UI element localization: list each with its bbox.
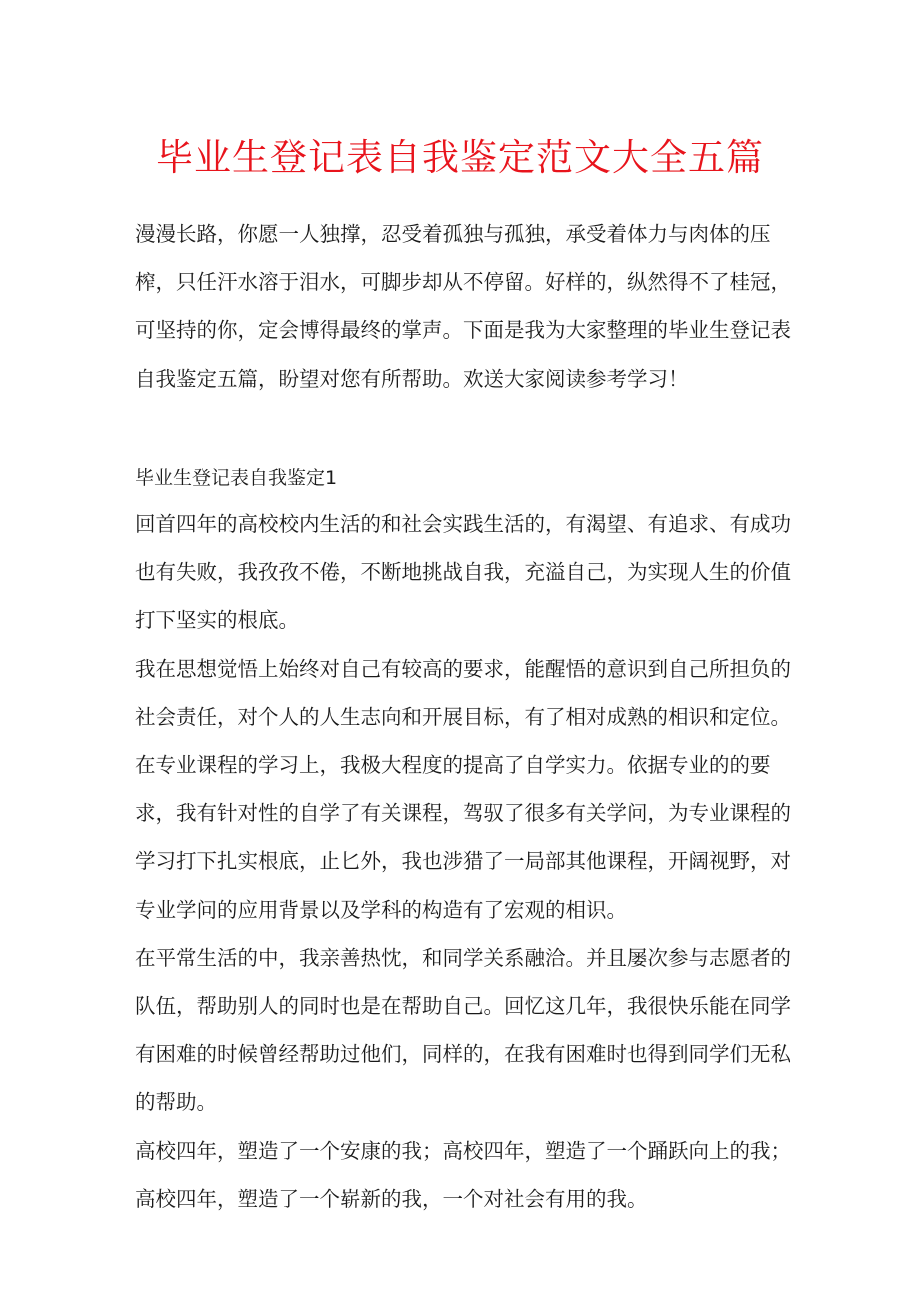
section-paragraph: 在平常生活的中，我亲善热忱，和同学关系融洽。并且屡次参与志愿者的队伍，帮助别人的同时也是在帮助自己。回忆这几年，我很快乐能在同学有困难的时候曾经帮助过他们，同样的，在我有困难时也得到同学们无私的帮助。 xyxy=(135,945,791,1115)
section-paragraph: 高校四年，塑造了一个安康的我；高校四年，塑造了一个踊跃向上的我；高校四年，塑造了一个崭新的我，一个对社会有用的我。 xyxy=(135,1138,791,1211)
section-heading: 毕业生登记表自我鉴定1 xyxy=(135,467,338,489)
section-paragraph: 在专业课程的学习上，我极大程度的提高了自学实力。依据专业的的要求，我有针对性的自学了有关课程，驾驭了很多有关学问，为专业课程的学习打下扎实根底，止匕外，我也涉猎了一局部其他课程，开阔视野，对专业学问的应用背景以及学科的构造有了宏观的相识。 xyxy=(135,753,791,922)
section-paragraph: 我在思想觉悟上始终对自己有较高的要求，能醒悟的意识到自己所担负的社会责任，对个人的人生志向和开展目标，有了相对成熟的相识和定位。 xyxy=(135,656,791,729)
section-1 xyxy=(135,458,807,1223)
document-title: 毕业生登记表自我鉴定范文大全五篇 xyxy=(156,136,764,179)
section-paragraph: 回首四年的高校校内生活的和社会实践生活的，有渴望、有追求、有成功也有失败，我孜孜不倦，不断地挑战自我，充溢自己，为实现人生的价值打下坚实的根底。 xyxy=(135,512,791,633)
intro-paragraph: 漫漫长路，你愿一人独撑，忍受着孤独与孤独，承受着体力与肉体的压榨，只任汗水溶于泪水，可脚步却从不停留。好样的，纵然得不了桂冠，可坚持的你，定会博得最终的掌声。下面是我为大家整理的毕业生登记表自我鉴定五篇，盼望对您有所帮助。欢送大家阅读参考学习！ xyxy=(135,222,791,391)
